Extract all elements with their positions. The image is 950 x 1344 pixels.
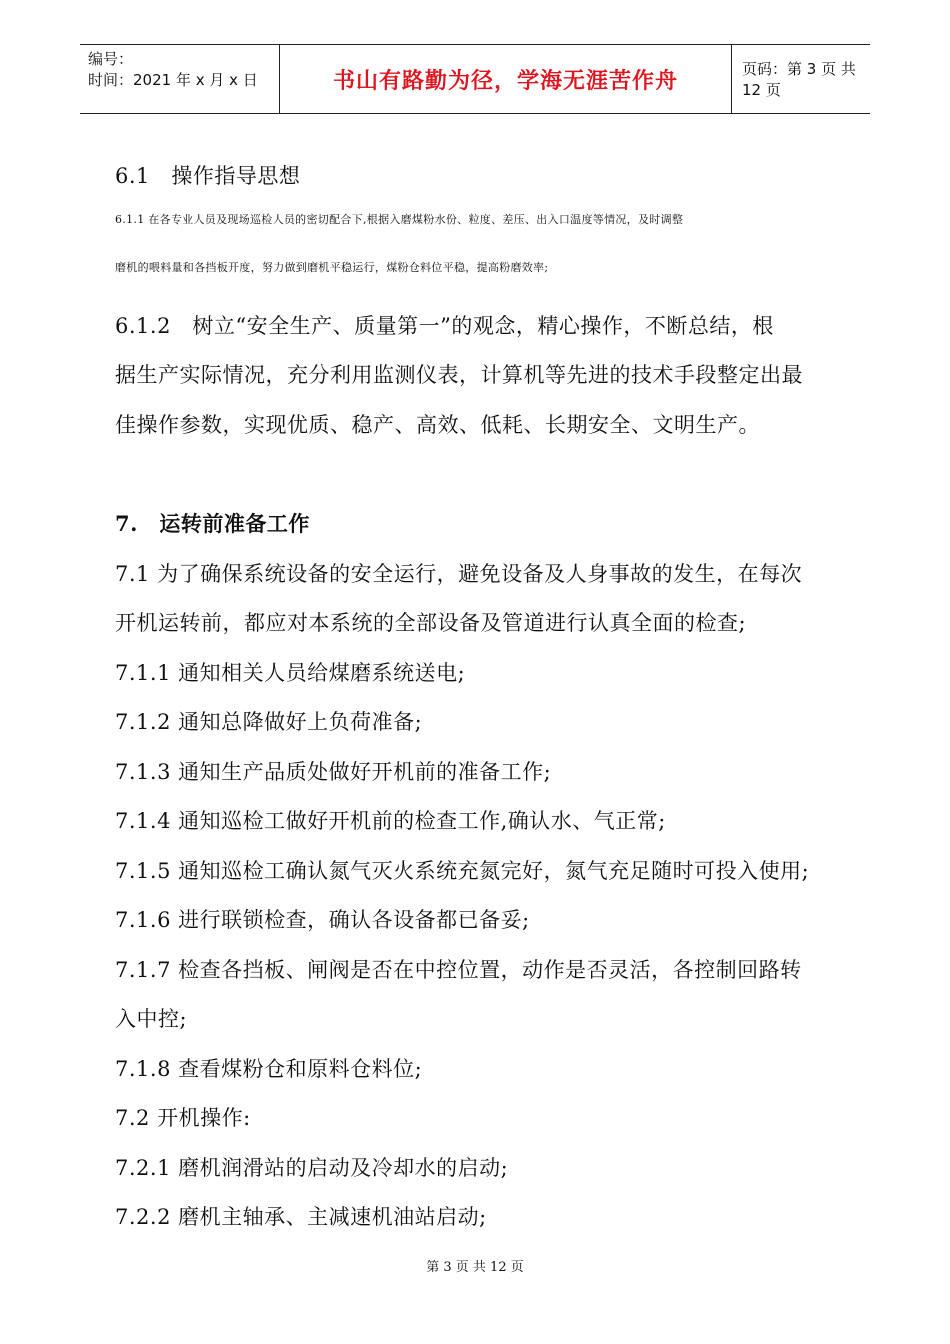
item-7-1-1: 7.1.1 通知相关人员给煤磨系统送电;: [115, 661, 466, 685]
item-7-1-7-line-1: 7.1.7 检查各挡板、闸阀是否在中控位置，动作是否灵活，各控制回路转: [115, 958, 802, 982]
header-motto: 书山有路勤为径，学海无涯苦作舟: [280, 45, 732, 113]
section-7-2-heading: 7.2 开机操作:: [115, 1106, 251, 1130]
item-7-1-7-line-2: 入中控;: [115, 1007, 188, 1031]
item-7-1-6: 7.1.6 进行联锁检查，确认各设备都已备妥;: [115, 908, 530, 932]
item-7-2-1: 7.2.1 磨机润滑站的启动及冷却水的启动;: [115, 1156, 509, 1180]
page-footer: 第 3 页 共 12 页: [426, 1260, 524, 1275]
item-7-1-5: 7.1.5 通知巡检工确认氮气灭火系统充氮完好，氮气充足随时可投入使用;: [115, 859, 810, 883]
item-7-1-8: 7.1.8 查看煤粉仓和原料仓料位;: [115, 1057, 423, 1081]
paragraph-6-1-2-line-2: 据生产实际情况，充分利用监测仪表，计算机等先进的技术手段整定出最: [115, 363, 803, 387]
page-header: [80, 44, 870, 114]
paragraph-7-1-line-1: 7.1 为了确保系统设备的安全运行，避免设备及人身事故的发生，在每次: [115, 562, 803, 586]
item-7-1-3: 7.1.3 通知生产品质处做好开机前的准备工作;: [115, 760, 552, 784]
item-7-1-4: 7.1.4 通知巡检工做好开机前的检查工作,确认水、气正常;: [115, 809, 666, 833]
section-6-1-heading: 6.1 操作指导思想: [115, 164, 301, 188]
paragraph-7-1-line-2: 开机运转前，都应对本系统的全部设备及管道进行认真全面的检查;: [115, 611, 747, 635]
header-page-info: 页码：第 3 页 共 12 页: [742, 60, 856, 99]
item-7-1-2: 7.1.2 通知总降做好上负荷准备;: [115, 710, 423, 734]
paragraph-6-1-1-line-1: 6.1.1 在各专业人员及现场巡检人员的密切配合下,根据入磨煤粉水份、粒度、差压、出入口温度等情况，及时调整: [115, 213, 684, 226]
paragraph-6-1-1-line-2: 磨机的喂料量和各挡板开度，努力做到磨机平稳运行，煤粉仓料位平稳，提高粉磨效率;: [115, 261, 549, 274]
paragraph-6-1-2-line-1: 6.1.2 树立“安全生产、质量第一”的观念，精心操作，不断总结，根: [115, 314, 774, 338]
item-7-2-2: 7.2.2 磨机主轴承、主减速机油站启动;: [115, 1205, 487, 1229]
number-label: 编号：: [88, 50, 134, 68]
time-label: 时间：2021 年 x 月 x 日: [88, 71, 258, 89]
paragraph-6-1-2-line-3: 佳操作参数，实现优质、稳产、高效、低耗、长期安全、文明生产。: [115, 413, 760, 437]
section-7-heading: 7. 运转前准备工作: [115, 511, 310, 536]
header-meta: [80, 45, 280, 113]
